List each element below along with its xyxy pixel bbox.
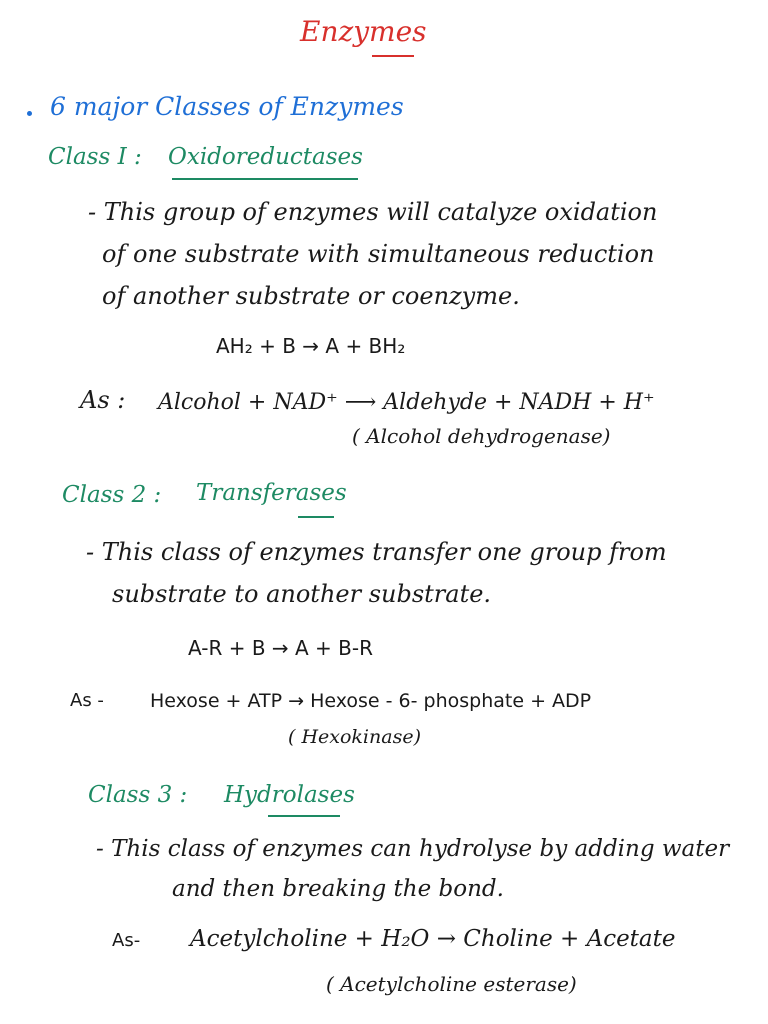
class2-example: Hexose + ATP → Hexose - 6- phosphate + ADP xyxy=(150,690,592,712)
page-title: Enzymes xyxy=(300,15,427,48)
class1-example: Alcohol + NAD⁺ ⟶ Aldehyde + NADH + H⁺ xyxy=(158,390,655,415)
class3-example-prefix: As- xyxy=(112,930,141,951)
class3-name: Hydrolases xyxy=(224,782,355,808)
class2-desc-line1: - This class of enzymes transfer one group from xyxy=(86,538,667,566)
class2-example-prefix: As - xyxy=(70,690,104,711)
class1-underline xyxy=(172,178,358,180)
class2-name: Transferases xyxy=(196,480,347,506)
class2-equation: A-R + B → A + B-R xyxy=(188,636,374,660)
class1-enzyme: ( Alcohol dehydrogenase) xyxy=(352,424,611,448)
class1-label: Class I : xyxy=(48,144,142,170)
class3-label: Class 3 : xyxy=(88,782,188,808)
class3-underline xyxy=(268,815,340,817)
class2-label: Class 2 : xyxy=(62,482,162,508)
section-heading: 6 major Classes of Enzymes xyxy=(50,92,404,121)
class2-underline xyxy=(298,516,334,518)
class1-example-prefix: As : xyxy=(80,386,126,414)
class1-equation: AH₂ + B → A + BH₂ xyxy=(216,334,406,358)
class1-desc-line1: - This group of enzymes will catalyze oxidation xyxy=(88,198,658,226)
class1-desc-line3: of another substrate or coenzyme. xyxy=(102,282,520,310)
class3-desc-line1: - This class of enzymes can hydrolyse by adding water xyxy=(96,836,730,862)
class3-desc-line2: and then breaking the bond. xyxy=(172,876,504,902)
class2-desc-line2: substrate to another substrate. xyxy=(112,580,492,608)
title-underline xyxy=(372,55,414,57)
class1-desc-line2: of one substrate with simultaneous reduction xyxy=(102,240,655,268)
bullet-icon xyxy=(27,111,32,116)
class3-example: Acetylcholine + H₂O → Choline + Acetate xyxy=(190,926,676,952)
class3-enzyme: ( Acetylcholine esterase) xyxy=(326,972,577,996)
class1-name: Oxidoreductases xyxy=(168,144,363,170)
class2-enzyme: ( Hexokinase) xyxy=(288,726,421,748)
